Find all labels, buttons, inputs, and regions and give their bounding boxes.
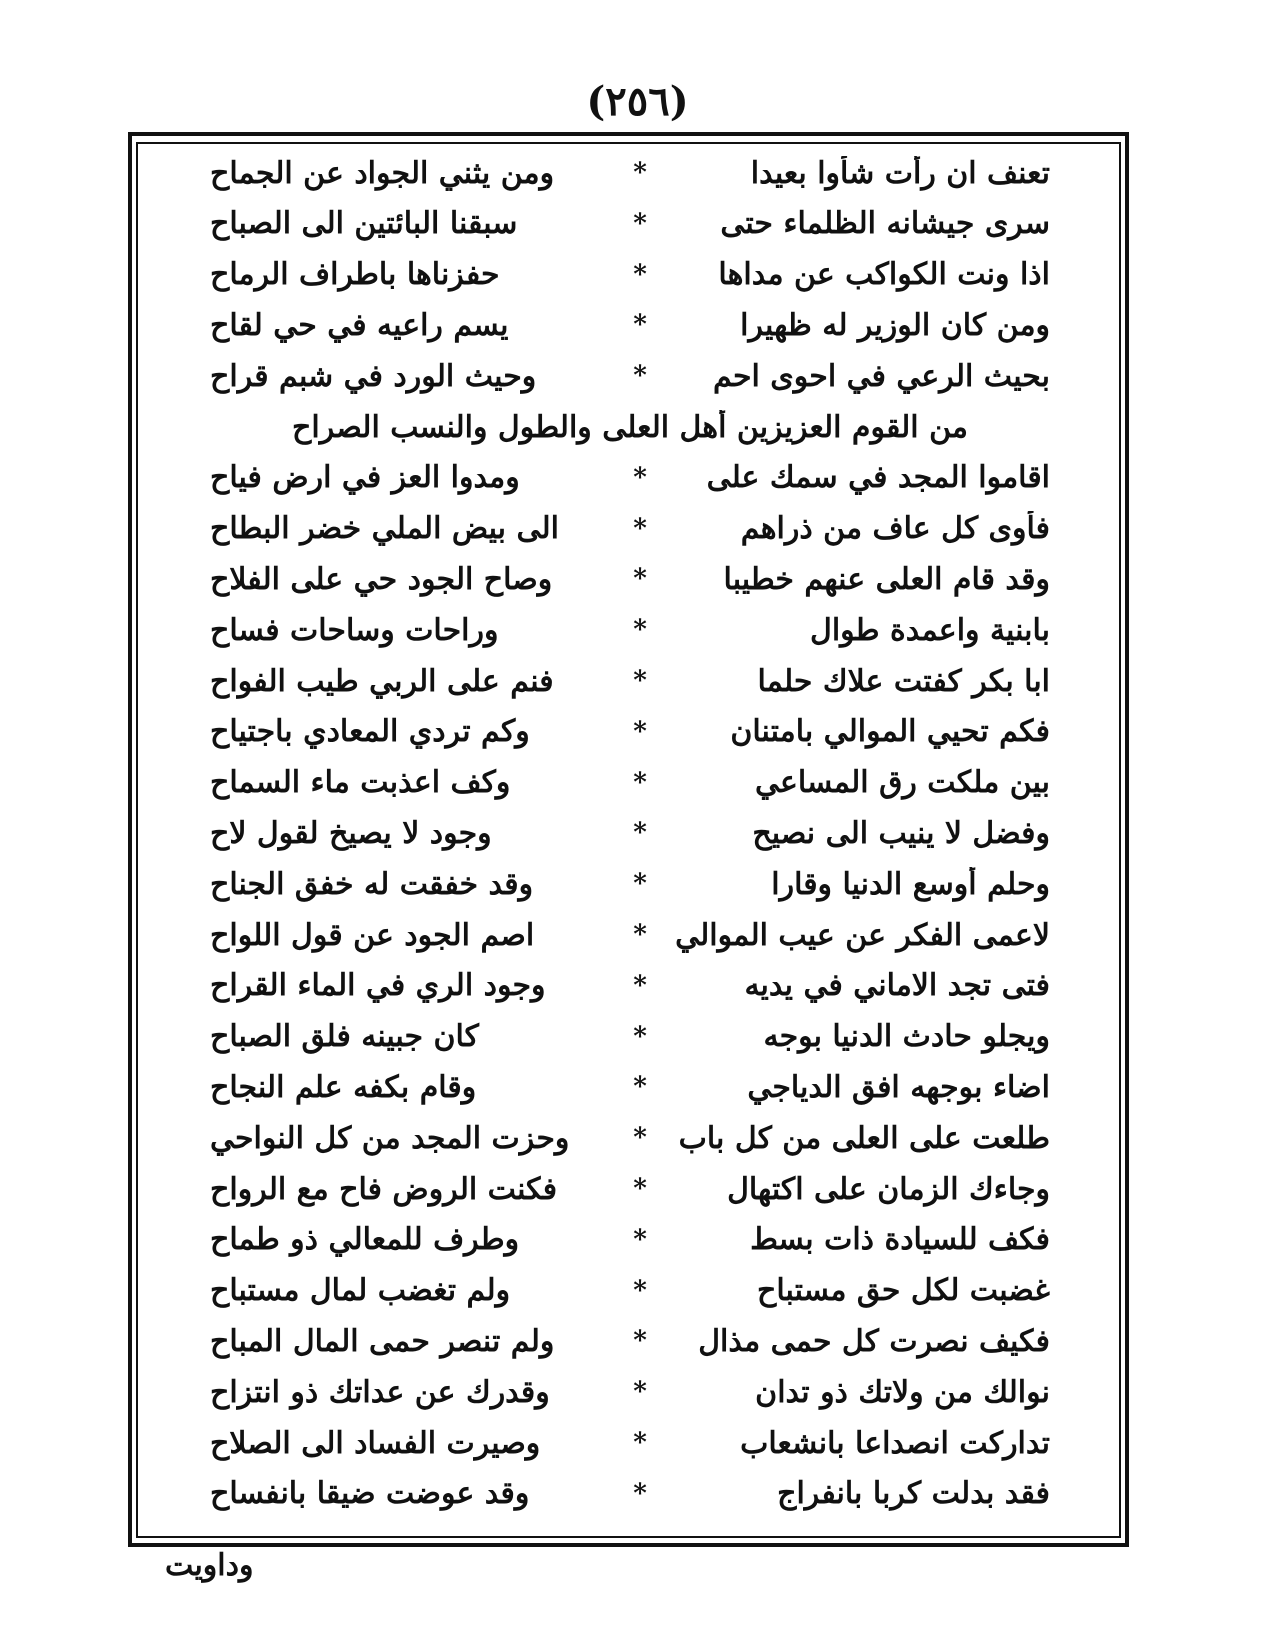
hemistich-separator: * (633, 310, 647, 341)
hemistich-separator: * (633, 767, 647, 798)
verse-line (210, 351, 1050, 401)
verse-second-hemistich: فكنت الروض فاح مع الرواح (210, 1171, 558, 1207)
verse-first-hemistich: اضاء بوجهه افق الدياجي (747, 1069, 1050, 1105)
verse-first-hemistich: لاعمى الفكر عن عيب الموالي (675, 917, 1050, 953)
verse-first-hemistich: وقد قام العلى عنهم خطيبا (723, 561, 1050, 597)
verse-first-hemistich: سرى جيشانه الظلماء حتى (720, 206, 1050, 242)
verse-first-hemistich: بين ملكت رق المساعي (755, 765, 1050, 801)
hemistich-separator: * (633, 1478, 647, 1509)
verse-line (210, 1418, 1050, 1468)
verse-line (210, 707, 1050, 757)
verse-second-hemistich: سبقنا البائتين الى الصباح (210, 206, 518, 242)
verse-second-hemistich: وكم تردي المعادي باجتياح (210, 714, 530, 750)
verse-first-hemistich: فتى تجد الاماني في يديه (744, 968, 1050, 1004)
hemistich-separator: * (633, 1072, 647, 1103)
verse-second-hemistich: وقام بكفه علم النجاح (210, 1069, 477, 1105)
verse-second-hemistich: ومن يثني الجواد عن الجماح (210, 155, 555, 191)
hemistich-separator: * (633, 158, 647, 188)
hemistich-separator: * (633, 1174, 647, 1204)
verse-line (210, 758, 1050, 808)
hemistich-separator: * (633, 920, 647, 950)
verse-line (210, 605, 1050, 655)
hemistich-separator: * (633, 869, 647, 900)
hemistich-separator: * (633, 716, 647, 747)
verse-first-hemistich: بابنية واعمدة طوال (810, 612, 1050, 648)
verse-line (210, 1215, 1050, 1265)
verse-second-hemistich: وقد عوضت ضيقا بانفساح (210, 1476, 530, 1512)
verse-full-line: من القوم العزيزين أهل العلى والطول والنسب الصراح (292, 409, 968, 445)
verse-second-hemistich: وحيث الورد في شبم قراح (210, 358, 537, 394)
verse-second-hemistich: الى بيض الملي خضر البطاح (210, 511, 559, 547)
hemistich-separator: * (633, 361, 647, 392)
hemistich-separator: * (633, 818, 647, 849)
verse-line (210, 1113, 1050, 1163)
verse-second-hemistich: وحزت المجد من كل النواحي (210, 1120, 570, 1156)
verse-line (210, 910, 1050, 960)
verse-line (210, 554, 1050, 604)
verse-second-hemistich: ومدوا العز في ارض فياح (210, 460, 520, 496)
hemistich-separator: * (633, 1377, 647, 1408)
verse-line (210, 1164, 1050, 1214)
verse-second-hemistich: وقد خفقت له خفق الجناح (210, 866, 534, 902)
verse-second-hemistich: ولم تغضب لمال مستباح (210, 1273, 511, 1309)
verse-first-hemistich: بحيث الرعي في احوى احم (713, 358, 1050, 394)
verse-second-hemistich: ولم تنصر حمى المال المباح (210, 1323, 555, 1359)
verse-second-hemistich: حفزناها باطراف الرماح (210, 257, 500, 293)
verse-first-hemistich: طلعت على العلى من كل باب (678, 1120, 1050, 1156)
verse-second-hemistich: يسم راعيه في حي لقاح (210, 307, 509, 343)
verse-first-hemistich: اقاموا المجد في سمك على (706, 460, 1050, 496)
verse-line (210, 199, 1050, 249)
verse-first-hemistich: تداركت انصداعا بانشعاب (740, 1425, 1050, 1461)
verse-line (210, 656, 1050, 706)
hemistich-separator: * (633, 462, 647, 493)
verse-line (210, 504, 1050, 554)
hemistich-separator: * (633, 513, 647, 544)
verse-second-hemistich: وقدرك عن عداتك ذو انتزاح (210, 1374, 550, 1410)
verse-first-hemistich: وحلم أوسع الدنيا وقارا (771, 866, 1050, 902)
verse-line (210, 148, 1050, 198)
poem-verses (210, 148, 1050, 1538)
verse-line (210, 300, 1050, 350)
verse-line (210, 859, 1050, 909)
hemistich-separator: * (633, 1123, 647, 1154)
hemistich-separator: * (633, 1275, 647, 1306)
catchword: وداويت (165, 1548, 254, 1583)
verse-first-hemistich: فأوى كل عاف من ذراهم (740, 511, 1050, 547)
verse-second-hemistich: وراحات وساحات فساح (210, 612, 499, 648)
verse-second-hemistich: فنم على الربي طيب الفواح (210, 663, 554, 699)
hemistich-separator: * (633, 666, 647, 696)
verse-second-hemistich: وصاح الجود حي على الفلاح (210, 561, 553, 597)
verse-line (210, 453, 1050, 503)
verse-line (210, 1266, 1050, 1316)
verse-second-hemistich: وكف اعذبت ماء السماح (210, 765, 511, 801)
verse-first-hemistich: غضبت لكل حق مستباح (757, 1273, 1050, 1309)
verse-line (210, 1012, 1050, 1062)
verse-first-hemistich: ويجلو حادث الدنيا بوجه (763, 1019, 1050, 1055)
verse-first-hemistich: ابا بكر كفتت علاك حلما (757, 663, 1050, 699)
verse-second-hemistich: وجود الري في الماء القراح (210, 968, 546, 1004)
hemistich-separator: * (633, 1021, 647, 1052)
verse-second-hemistich: اصم الجود عن قول اللواح (210, 917, 535, 953)
verse-line (210, 250, 1050, 300)
verse-line (210, 808, 1050, 858)
hemistich-separator: * (633, 970, 647, 1001)
verse-first-hemistich: اذا ونت الكواكب عن مداها (718, 257, 1050, 293)
page-number: (٢٥٦) (586, 78, 689, 125)
verse-line (210, 1367, 1050, 1417)
verse-line (210, 961, 1050, 1011)
hemistich-separator: * (633, 1428, 647, 1458)
hemistich-separator: * (633, 259, 647, 290)
verse-first-hemistich: تعنف ان رأت شأوا بعيدا (750, 155, 1050, 191)
verse-first-hemistich: فكيف نصرت كل حمى مذال (698, 1323, 1050, 1359)
verse-first-hemistich: ومن كان الوزير له ظهيرا (740, 307, 1050, 343)
verse-first-hemistich: وجاءك الزمان على اكتهال (727, 1171, 1050, 1207)
verse-first-hemistich: وفضل لا ينيب الى نصيح (752, 815, 1050, 851)
verse-second-hemistich: كان جبينه فلق الصباح (210, 1019, 479, 1055)
hemistich-separator: * (633, 615, 647, 646)
hemistich-separator: * (633, 1326, 647, 1357)
verse-line (210, 1062, 1050, 1112)
verse-first-hemistich: نوالك من ولاتك ذو تدان (755, 1374, 1050, 1410)
verse-line (210, 1469, 1050, 1519)
verse-second-hemistich: وجود لا يصيخ لقول لاح (210, 815, 492, 851)
verse-second-hemistich: وطرف للمعالي ذو طماح (210, 1222, 520, 1258)
hemistich-separator: * (633, 208, 647, 239)
verse-second-hemistich: وصيرت الفساد الى الصلاح (210, 1425, 541, 1461)
hemistich-separator: * (633, 1224, 647, 1255)
verse-line (210, 402, 1050, 452)
verse-first-hemistich: فكم تحيي الموالي بامتنان (730, 714, 1050, 750)
verse-first-hemistich: فقد بدلت كربا بانفراج (777, 1476, 1050, 1512)
verse-first-hemistich: فكف للسيادة ذات بسط (750, 1222, 1050, 1258)
verse-line (210, 1316, 1050, 1366)
hemistich-separator: * (633, 564, 647, 595)
